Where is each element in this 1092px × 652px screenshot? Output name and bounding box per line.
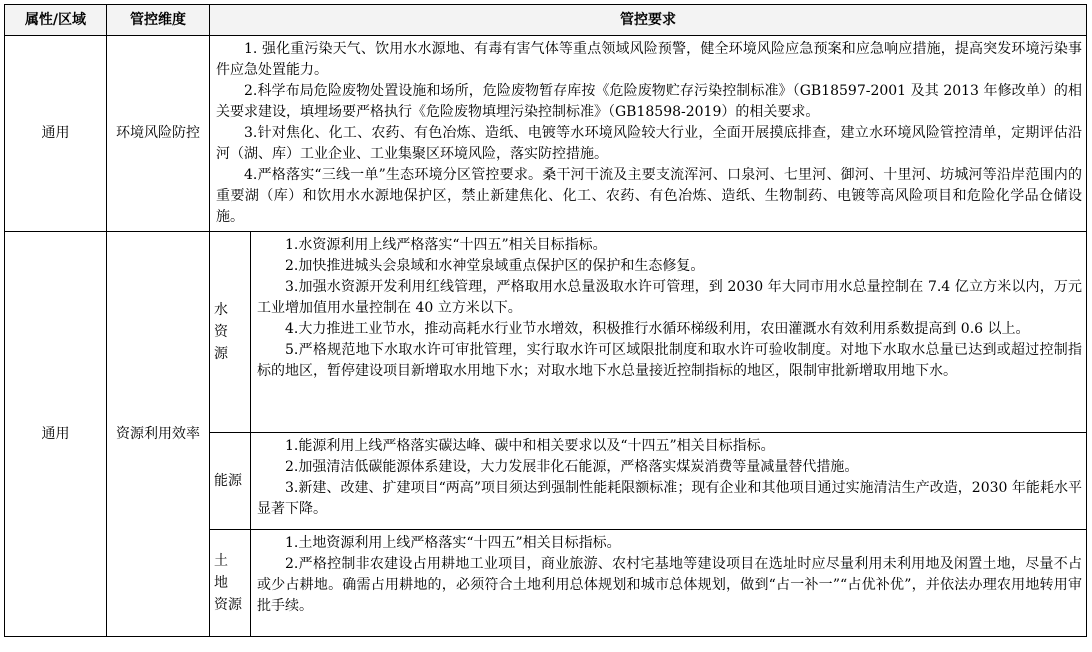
sub-dimension-label: 源 <box>214 346 228 362</box>
sub-dimension-label: 能源 <box>214 473 242 489</box>
requirement-cell <box>251 433 1087 530</box>
sub-dimension-label: 资源 <box>214 597 242 613</box>
requirement-item: 3.新建、改建、扩建项目“两高”项目须达到强制性能耗限额标准；现有企业和其他项目通过实施清洁生产改造，2030 年能耗水平显著下降。 <box>257 480 1082 517</box>
header-attr: 属性/区域 <box>5 5 107 36</box>
requirement-item: 5.严格规范地下水取水许可审批管理，实行取水许可区域限批制度和取水许可验收制度。对地下水取水总量已达到或超过控制指标的地区，暂停建设项目新增取水用地下水；对取水地下水总量接近控制指标的地区，限制审批新增取用地下水。 <box>257 342 1082 379</box>
requirement-item: 4.严格落实“三线一单”生态环境分区管控要求。桑干河干流及主要支流浑河、口泉河、七里河、御河、十里河、坊城河等沿岸范围内的重要湖（库）和饮用水水源地保护区，禁止新建焦化、化工、农药、有色冶炼、造纸、生物制药、电镀等高风险项目和危险化学品仓储设施。 <box>216 167 1082 225</box>
requirement-cell <box>210 36 1087 232</box>
sub-dimension-water <box>210 232 251 433</box>
dimension-cell: 环境风险防控 <box>107 36 210 232</box>
header-requirement: 管控要求 <box>210 5 1087 36</box>
table-row-risk-control <box>5 36 1087 232</box>
sub-dimension-label: 水 资 <box>214 302 228 340</box>
requirement-item: 1.能源利用上线严格落实碳达峰、碳中和相关要求以及“十四五”相关目标指标。 <box>285 438 775 454</box>
attr-cell: 通用 <box>5 36 107 232</box>
sub-dimension-energy <box>210 433 251 530</box>
header-dimension: 管控维度 <box>107 5 210 36</box>
requirement-item: 2.严格控制非农建设占用耕地工业项目，商业旅游、农村宅基地等建设项目在选址时应尽量利用未利用地及闲置土地，尽量不占或少占耕地。确需占用耕地的，必须符合土地利用总体规划和城市总体规划，做到“占一补一”“占优补优”，并依法办理农用地转用审批手续。 <box>257 556 1082 614</box>
sub-dimension-land <box>210 530 251 637</box>
requirement-item: 4.大力推进工业节水，推动高耗水行业节水增效，积极推行水循环梯级利用，农田灌溉水有效利用系数提高到 0.6 以上。 <box>285 321 1030 337</box>
dimension-cell: 资源利用效率 <box>107 232 210 637</box>
table-row-water <box>5 232 1087 433</box>
requirement-item: 2.科学布局危险废物处置设施和场所，危险废物暂存库按《危险废物贮存污染控制标准》（GB18597-2001 及其 2013 年修改单）的相关要求建设，填埋场要严格执行《危险废物填埋污染控制标准》（GB18598-2019）的相关要求。 <box>216 83 1082 120</box>
requirement-cell <box>251 530 1087 637</box>
requirement-item: 1.土地资源利用上线严格落实“十四五”相关目标指标。 <box>285 535 621 551</box>
requirement-item: 1.水资源利用上线严格落实“十四五”相关目标指标。 <box>285 237 607 253</box>
table-header-row <box>5 5 1087 36</box>
requirement-item: 2.加快推进城头会泉域和水神堂泉域重点保护区的保护和生态修复。 <box>285 258 705 274</box>
requirement-item: 3.加强水资源开发利用红线管理，严格取用水总量汲取水许可管理，到 2030 年大同市用水总量控制在 7.4 亿立方米以内，万元工业增加值用水量控制在 40 立方米以下。 <box>257 279 1082 316</box>
attr-cell: 通用 <box>5 232 107 637</box>
requirement-item: 3.针对焦化、化工、农药、有色冶炼、造纸、电镀等水环境风险较大行业，全面开展摸底排查，建立水环境风险管控清单，定期评估沿河（湖、库）工业企业、工业集聚区环境风险，落实防控措施。 <box>216 125 1082 162</box>
sub-dimension-label: 土 地 <box>214 553 228 591</box>
requirement-cell <box>251 232 1087 433</box>
requirement-item: 1. 强化重污染天气、饮用水水源地、有毒有害气体等重点领域风险预警，健全环境风险应急预案和应急响应措施，提高突发环境污染事件应急处置能力。 <box>216 41 1082 78</box>
control-requirements-table <box>4 4 1087 637</box>
requirement-item: 2.加强清洁低碳能源体系建设，大力发展非化石能源，严格落实煤炭消费等量减量替代措施。 <box>285 459 859 475</box>
